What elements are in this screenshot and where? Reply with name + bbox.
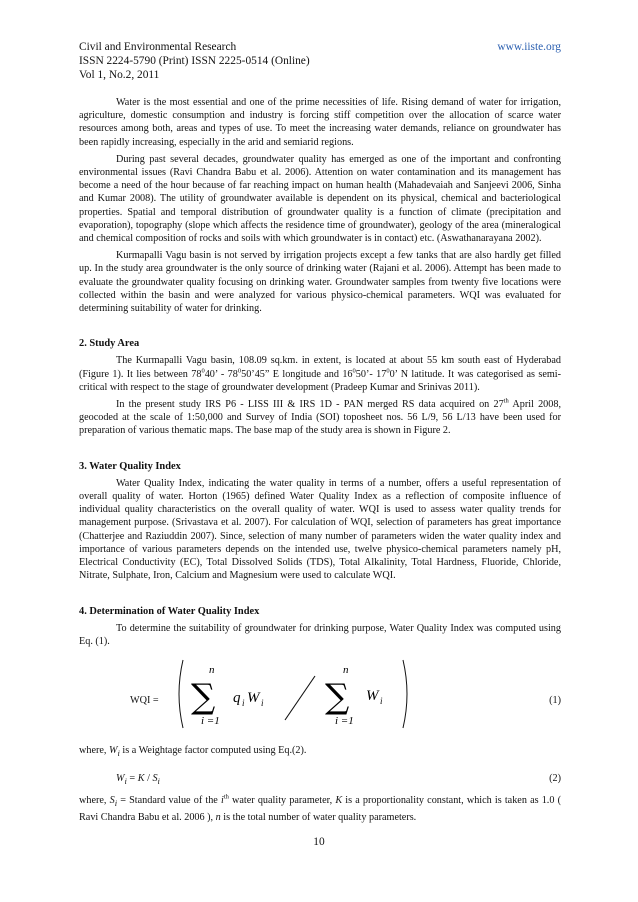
equation-2: [79, 772, 561, 790]
intro-paragraph-1: Water is the most essential and one of the prime necessities of life. Rising demand of water for irrigation, agriculture, domestic consumption and industry is forcing stiff competition over the allocation of scarce water resources among both, areas and types of use. To meet the increasing water demands, reliance on groundwater has been rapidly increasing, especially in the arid and semiarid regions.: [79, 97, 561, 148]
equation-2-formula: $W_i = K / S_i$: [116, 773, 160, 787]
where-weightage-line: where, $W_i$ is a Weightage factor computed using Eq.(2).: [79, 745, 307, 759]
section-heading-wqi: 3. Water Quality Index: [79, 460, 181, 472]
equation-1: [79, 656, 561, 732]
study-area-paragraph-1: The Kurmapalli Vagu basin, 108.09 sq.km. in extent, is located at about 55 km south east of Hyderabad (Figure 1). It lies between $78^040$’ - $78^050’45$” E longitude and $16^050’-$ $17^00$’ N latitude. It was categorised as semi-critical with respect to the stage of groundwater development (Pradeep Kumar and Srinivas 2011).: [79, 355, 562, 393]
sum2-sigma-icon: ∑: [325, 677, 350, 718]
journal-name: Civil and Environmental Research: [79, 41, 237, 53]
volume-line: Vol 1, No.2, 2011: [79, 69, 160, 81]
numerator-w: W: [247, 690, 260, 707]
section-heading-determination: 4. Determination of Water Quality Index: [79, 605, 260, 617]
sum2-lower: i =1: [335, 715, 354, 728]
running-header: [79, 40, 561, 82]
wqi-paragraph-1: Water Quality Index, indicating the water quality in terms of a number, offers a useful representation of overall quality of water. Horton (1965) defined Water Quality Index as a reflection of composite influence of individual quality characteristics on the overall quality of water. WQI is used to assess water quality trends for management purpose. (Srivastava et al. 2007). For calculation of WQI, selection of parameters has great importance (Chatterjee and Raziuddin 2007). Since, selection of many number of parameters widen the water quality index and importance of various parameters depends on the intended use, twelve physico-chemical parameters namely pH, Electrical Conductivity (EC), Total Dissolved Solids (TDS), Total Alkalinity, Total Hardness, Fluoride, Chloride, Nitrate, Sulphate, Iron, Calcium and Magnesium were used to calculate WQI.: [79, 477, 561, 582]
equation-2-number: (2): [549, 773, 561, 785]
denominator-w-sub: i: [380, 696, 383, 707]
study-area-paragraph-2: In the present study IRS P6 - LISS III & IRS 1D - PAN merged RS data acquired on 27th April 2008, geocoded at the scale of 1:50,000 and Survey of India (SOI) toposheet nos. 56 L/9, 56 L/13 have been used for preparation of various thematic maps. The base map of the study area is shown in Figure 2.: [79, 397, 561, 437]
equation-1-formula: [173, 656, 413, 732]
numerator-w-sub: i: [261, 698, 264, 709]
journal-url-link[interactable]: www.iiste.org: [497, 41, 561, 53]
section-heading-study-area: 2. Study Area: [79, 338, 140, 350]
numerator-q-sub: i: [242, 698, 245, 709]
sum1-upper: n: [209, 664, 215, 677]
determination-paragraph-1: To determine the suitability of groundwater for drinking purpose, Water Quality Index was computed using Eq. (1).: [79, 622, 561, 647]
intro-paragraph-3: Kurmapalli Vagu basin is not served by irrigation projects except a few tanks that are also hardly get filled up. In the study area groundwater is the only source of drinking water (Rajani et al. 2006). Attempt has been made to evaluate the groundwater quality focusing on drinking water. Groundwater samples from twenty five locations were collected within the basin and were analyzed for various physico-chemical parameters. WQI was evaluated for determining suitability of water for drinking.: [79, 250, 561, 315]
sum1-sigma-icon: ∑: [191, 677, 216, 718]
issn-line: ISSN 2224-5790 (Print) ISSN 2225-0514 (Online): [79, 55, 310, 67]
sum2-upper: n: [343, 664, 349, 677]
numerator-q: q: [233, 690, 241, 707]
denominator-w: W: [366, 688, 379, 705]
page-number: 10: [313, 836, 325, 848]
equation-1-number: (1): [549, 695, 561, 707]
article-body: [79, 96, 561, 828]
sum1-lower: i =1: [201, 715, 220, 728]
equation-1-label: WQI =: [130, 695, 159, 707]
where-standard-value-paragraph: where, $S_i$ = Standard value of the $i^{th}$ water quality parameter, K is a proportionality constant, which is taken as 1.0 ( Ravi Chandra Babu et al. 2006 ), n is the total number of water quality parameters.: [79, 793, 562, 823]
intro-paragraph-2: During past several decades, groundwater quality has emerged as one of the important and confronting environmental issues (Ravi Chandra Babu et al. 2006). Attention on water contamination and its management has become a need of the hour because of far reaching impact on human health (Mahadevaiah and Sanjeevi 2006, Sinha and Kumar 2008). The utility of groundwater available is dependent on its physical, chemical and bacteriological properties. Spatial and temporal distribution of groundwater quality is a function of climate (precipitation and evaporation), topography (slope which affects the residence time of groundwater), geology of the area (mineralogical and chemical composition of rocks and soils with which groundwater is in contact) etc. (Aswathanarayana 2002).: [79, 153, 561, 245]
